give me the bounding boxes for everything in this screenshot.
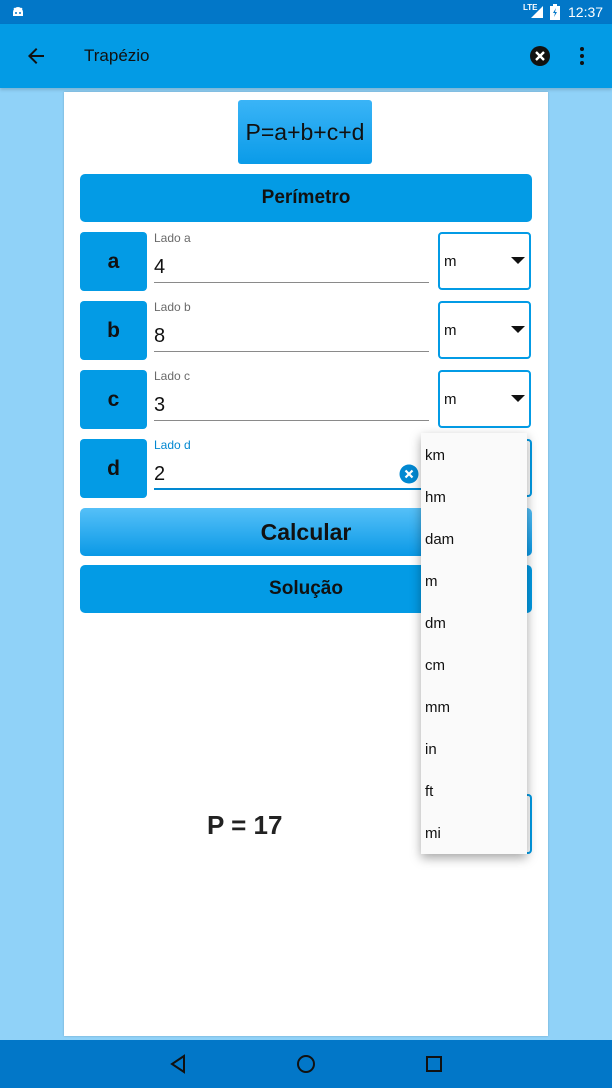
unit-option-mm[interactable]: mm: [425, 699, 450, 716]
unit-option-km[interactable]: km: [425, 447, 445, 464]
section-title: Perímetro: [80, 174, 532, 222]
side-a-unit-select[interactable]: [438, 232, 531, 290]
dropdown-caret-icon: [511, 257, 525, 264]
clear-input-icon[interactable]: [399, 464, 419, 484]
android-icon: [10, 4, 26, 20]
side-d-unit-select[interactable]: [527, 439, 532, 497]
side-b-unit-select[interactable]: [438, 301, 531, 359]
result-unit-select[interactable]: [527, 794, 532, 854]
unit-option-m[interactable]: m: [425, 573, 438, 590]
side-c-input[interactable]: [154, 391, 429, 421]
back-arrow-icon[interactable]: [24, 44, 48, 68]
more-options-icon[interactable]: [570, 44, 594, 68]
solution-button[interactable]: Solução: [80, 565, 532, 613]
side-c-unit-select[interactable]: [438, 370, 531, 428]
side-d-label: d: [80, 439, 147, 498]
app-bar: [0, 24, 612, 88]
battery-charging-icon: [550, 4, 560, 20]
unit-option-dam[interactable]: dam: [425, 531, 455, 548]
side-a-input[interactable]: [154, 253, 429, 283]
nav-back-icon[interactable]: [166, 1052, 190, 1076]
unit-option-hm[interactable]: hm: [425, 489, 446, 506]
page-title: Trapézio: [84, 46, 150, 65]
side-c-hint: Lado c: [154, 369, 191, 383]
network-type: LTE: [523, 3, 538, 12]
nav-home-icon[interactable]: [294, 1052, 318, 1076]
close-icon[interactable]: [528, 44, 552, 68]
dropdown-caret-icon: [511, 326, 525, 333]
status-bar: [0, 0, 612, 24]
unit-option-in[interactable]: in: [425, 741, 437, 758]
unit-option-dm[interactable]: dm: [425, 615, 446, 632]
side-a-label: a: [80, 232, 147, 291]
unit-option-mi[interactable]: mi: [425, 825, 441, 842]
side-b-input[interactable]: [154, 322, 429, 352]
side-a-unit-value: m: [444, 252, 457, 270]
dropdown-caret-icon: [511, 395, 525, 402]
side-b-hint: Lado b: [154, 300, 191, 314]
formula-banner: P=a+b+c+d: [238, 100, 372, 164]
unit-option-ft[interactable]: ft: [425, 783, 434, 800]
unit-option-cm[interactable]: cm: [425, 657, 445, 674]
side-d-input[interactable]: [154, 460, 429, 490]
signal-icon: [530, 5, 544, 19]
side-c-unit-value: m: [444, 390, 457, 408]
side-a-hint: Lado a: [154, 231, 191, 245]
side-b-unit-value: m: [444, 321, 457, 339]
clock: 12:37: [568, 4, 604, 20]
side-b-label: b: [80, 301, 147, 360]
unit-dropdown-menu: [421, 433, 527, 854]
result-text: P = 17: [207, 810, 283, 840]
navigation-bar: [0, 1040, 612, 1088]
side-d-hint: Lado d: [154, 438, 191, 452]
nav-recents-icon[interactable]: [422, 1052, 446, 1076]
calculate-button[interactable]: Calcular: [80, 508, 532, 556]
side-c-label: c: [80, 370, 147, 429]
